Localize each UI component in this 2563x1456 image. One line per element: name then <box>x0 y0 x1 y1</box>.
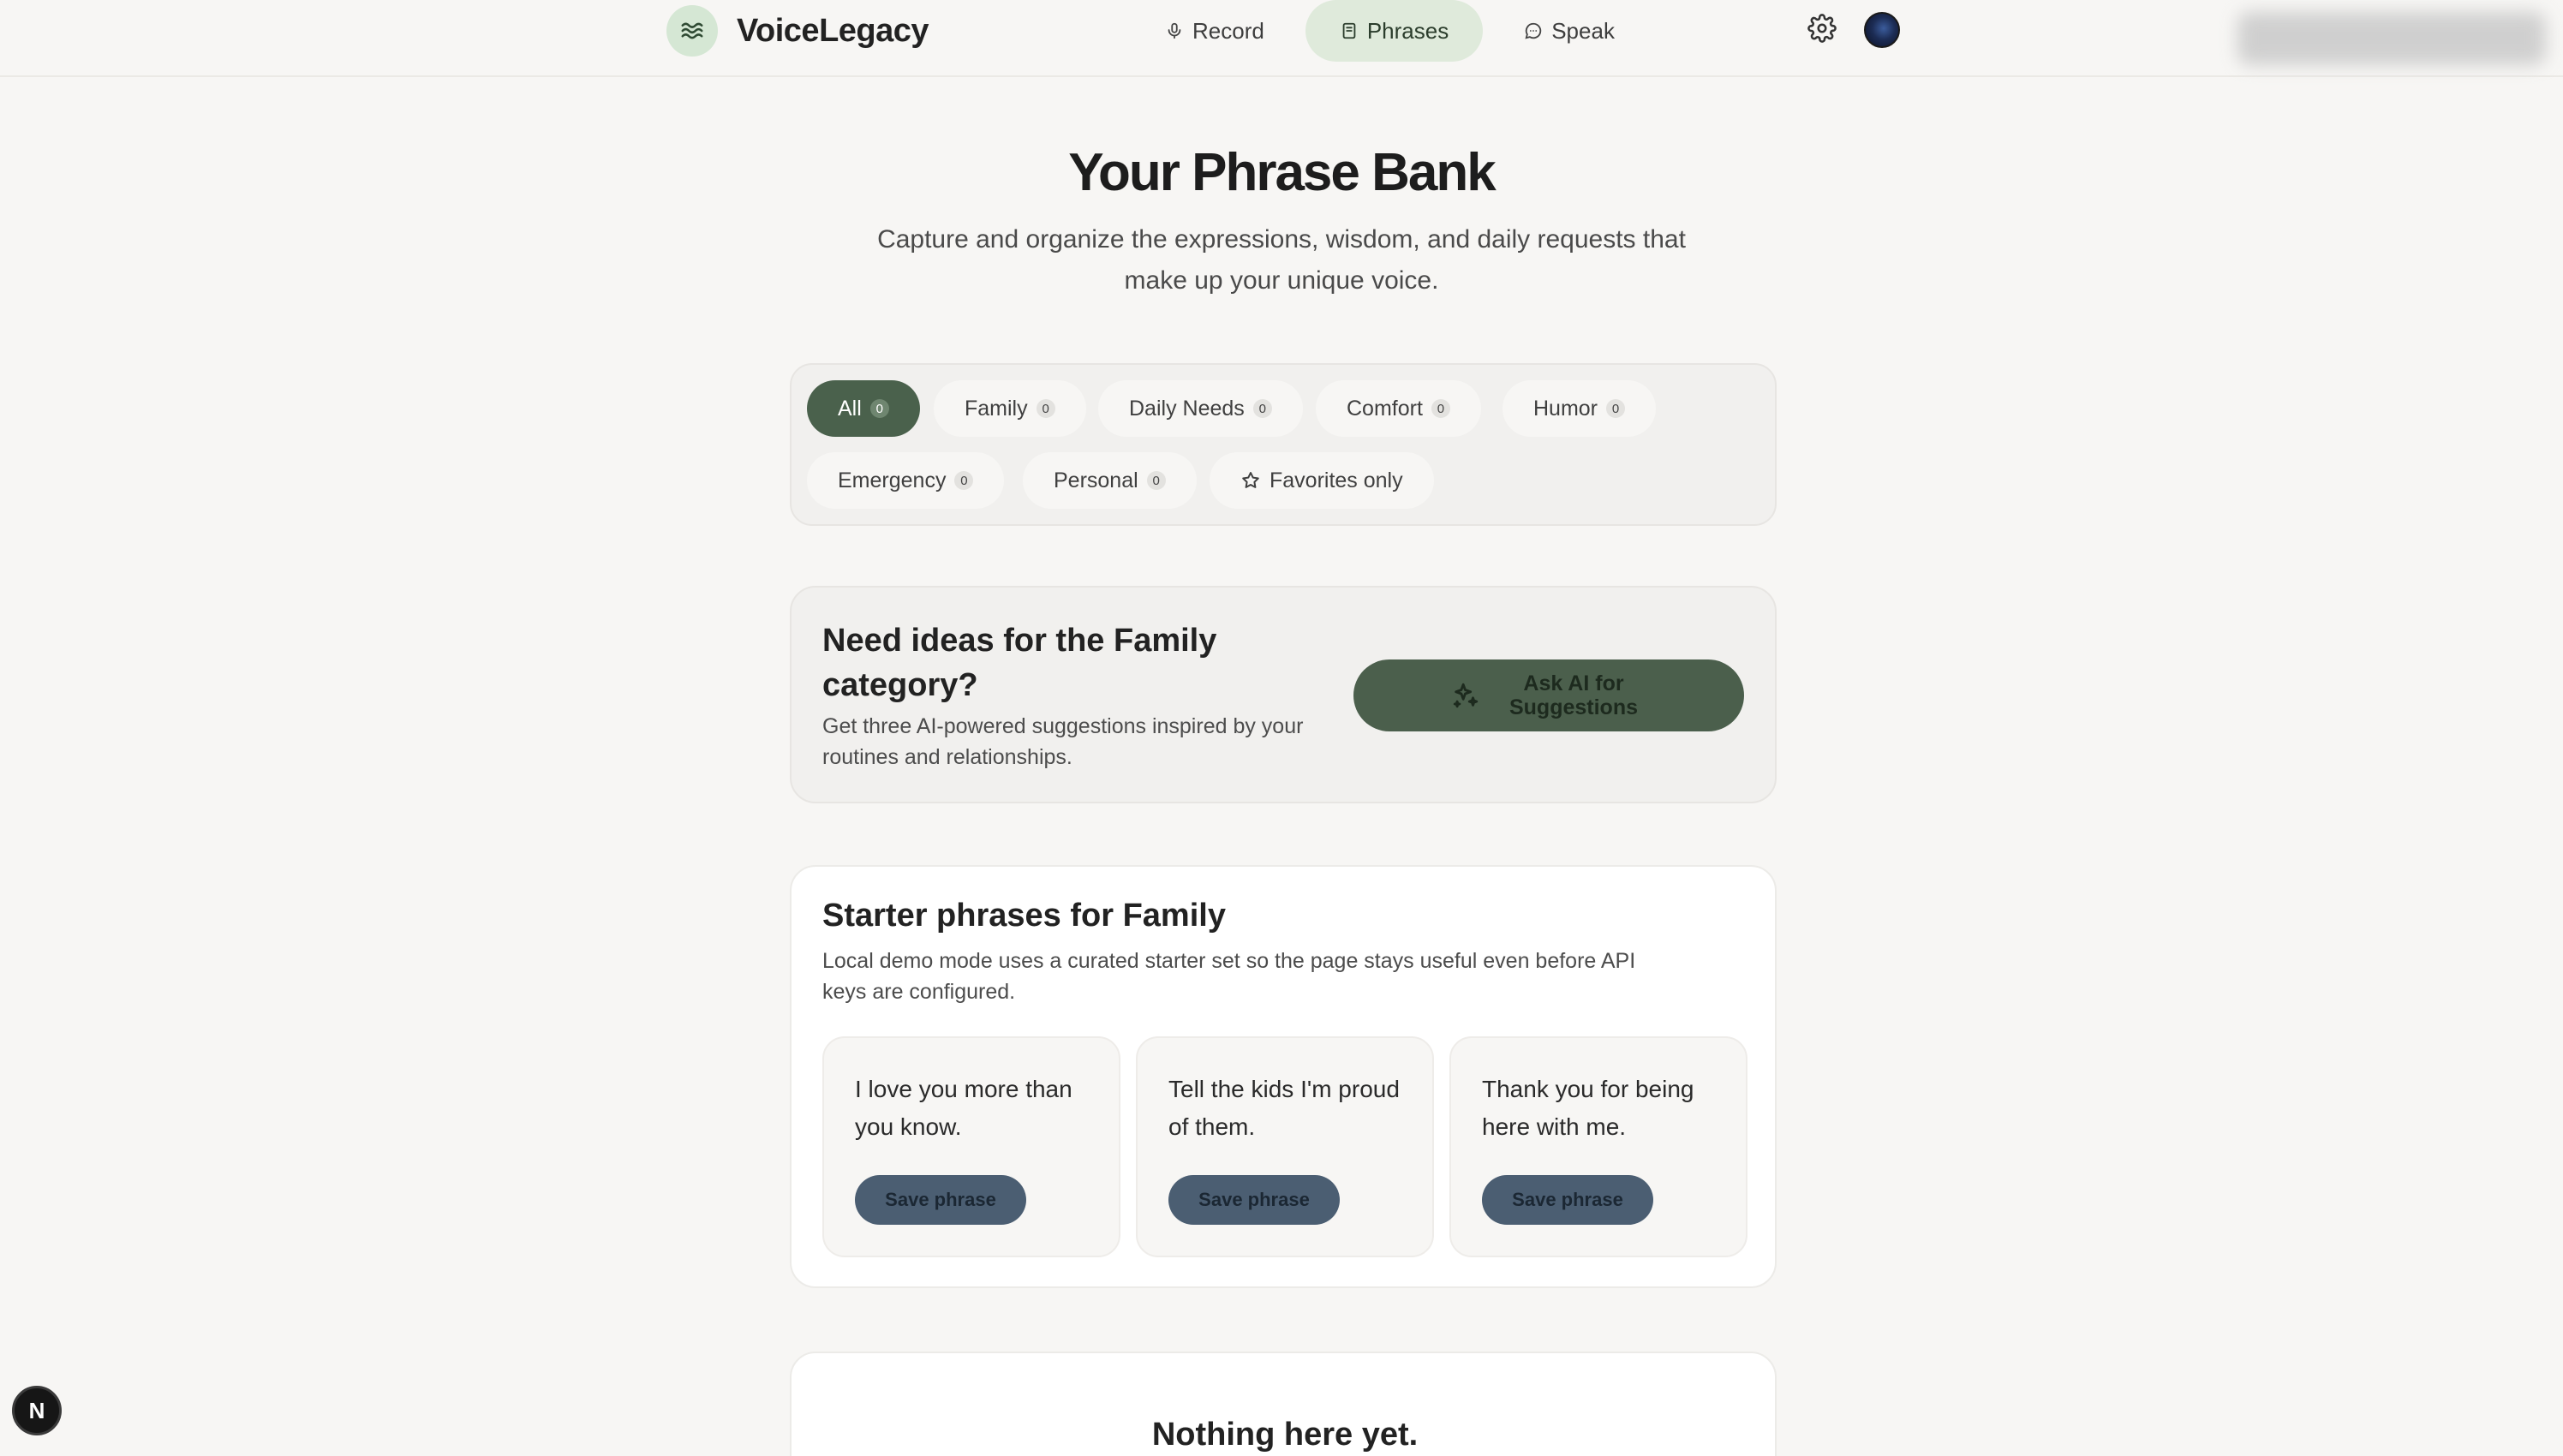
category-filter-panel <box>790 363 1777 526</box>
save-phrase-button[interactable]: Save phrase <box>1168 1175 1340 1225</box>
chip-count: 0 <box>954 471 973 490</box>
chip-count: 0 <box>1431 399 1450 418</box>
phrase-card <box>822 1036 1120 1257</box>
filter-chip-personal[interactable] <box>1023 452 1197 509</box>
save-phrase-button[interactable]: Save phrase <box>855 1175 1026 1225</box>
filter-chip-emergency[interactable] <box>807 452 1004 509</box>
chip-label: Comfort <box>1347 396 1423 421</box>
app-name: VoiceLegacy <box>737 12 929 49</box>
filter-chip-all[interactable] <box>807 380 920 437</box>
nav-speak[interactable] <box>1490 0 1649 62</box>
filter-chip-humor[interactable] <box>1503 380 1656 437</box>
settings-gear-icon[interactable] <box>1807 14 1837 43</box>
nav-record-label: Record <box>1192 17 1264 44</box>
phrase-text: Thank you for being here with me. <box>1482 1076 1694 1140</box>
chip-label: Humor <box>1533 396 1598 421</box>
nav-phrases-label: Phrases <box>1366 17 1449 44</box>
starter-title: Starter phrases for Family <box>822 898 1226 934</box>
chip-count: 0 <box>1253 399 1272 418</box>
ask-ai-button[interactable] <box>1353 659 1744 731</box>
chip-label: Daily Needs <box>1129 396 1245 421</box>
page-title: Your Phrase Bank <box>1068 143 1495 202</box>
phrase-text: Tell the kids I'm proud of them. <box>1168 1076 1400 1140</box>
filter-chip-comfort[interactable] <box>1316 380 1481 437</box>
book-icon <box>1340 21 1359 40</box>
phrase-text: I love you more than you know. <box>855 1076 1072 1140</box>
chip-label: Emergency <box>838 468 947 492</box>
ai-card-title: Need ideas for the Family category? <box>822 623 1217 703</box>
page-subtitle: Capture and organize the expressions, wisdom, and daily requests that make up your unique voice. <box>877 225 1686 295</box>
dev-tools-badge[interactable]: N <box>12 1386 62 1435</box>
ai-card-description: Get three AI-powered suggestions inspired by your routines and relationships. <box>822 714 1304 769</box>
save-phrase-button[interactable]: Save phrase <box>1482 1175 1653 1225</box>
starter-phrases-card <box>790 865 1777 1288</box>
chat-icon <box>1524 21 1543 40</box>
phrase-card <box>1136 1036 1434 1257</box>
top-navigation-bar <box>0 0 2563 77</box>
chip-label: Personal <box>1054 468 1138 492</box>
user-avatar[interactable] <box>1864 12 1900 48</box>
waves-icon <box>666 5 718 57</box>
chip-count: 0 <box>1606 399 1625 418</box>
phrase-card <box>1449 1036 1748 1257</box>
filter-chip-daily-needs[interactable] <box>1098 380 1303 437</box>
chip-label: All <box>838 396 862 421</box>
star-icon <box>1240 470 1261 491</box>
chip-label: Family <box>965 396 1028 421</box>
favorites-only-toggle[interactable] <box>1210 452 1434 509</box>
starter-description: Local demo mode uses a curated starter set so the page stays useful even before API keys are configured. <box>822 949 1636 1004</box>
favorites-label: Favorites only <box>1270 468 1403 492</box>
nav-speak-label: Speak <box>1551 17 1615 44</box>
chip-count: 0 <box>870 399 889 418</box>
mic-icon <box>1165 21 1184 40</box>
main-nav <box>1131 0 1649 62</box>
empty-state-card <box>790 1352 1777 1456</box>
empty-state-title: Nothing here yet. <box>1151 1417 1419 1453</box>
sparkles-icon <box>1451 681 1480 710</box>
blurred-overlay <box>2237 12 2546 65</box>
chip-count: 0 <box>1037 399 1055 418</box>
ask-ai-button-label: Ask AI for Suggestions <box>1509 671 1638 719</box>
chip-count: 0 <box>1147 471 1166 490</box>
ai-suggestion-card <box>790 586 1777 803</box>
brand-logo[interactable] <box>666 5 929 57</box>
nav-phrases[interactable] <box>1305 0 1483 62</box>
filter-chip-family[interactable] <box>934 380 1086 437</box>
nav-record[interactable] <box>1131 0 1299 62</box>
